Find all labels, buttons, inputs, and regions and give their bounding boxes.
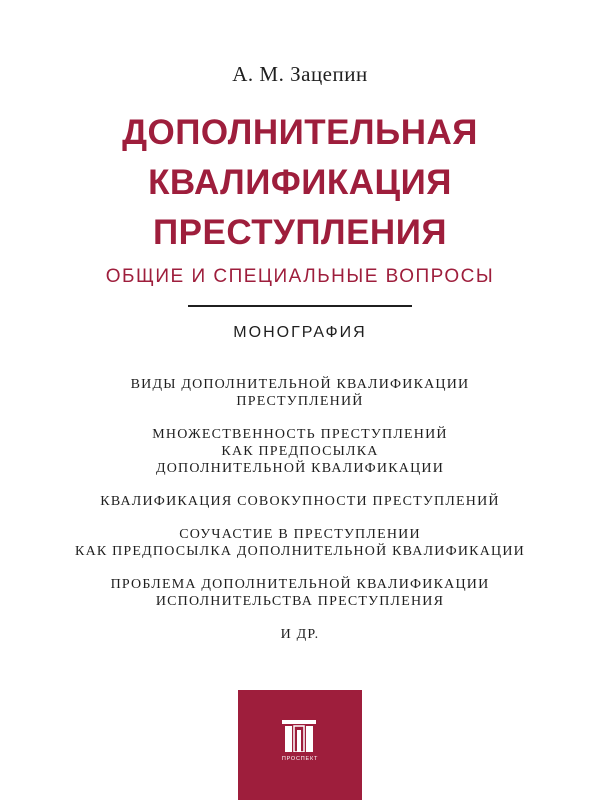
topic-line: КАК ПРЕДПОСЫЛКА <box>221 444 379 459</box>
title-line: ДОПОЛНИТЕЛЬНАЯ <box>122 113 478 152</box>
topic-line: ВИДЫ ДОПОЛНИТЕЛЬНОЙ КВАЛИФИКАЦИИ <box>130 377 470 392</box>
divider <box>188 305 412 307</box>
topic-item <box>0 493 600 510</box>
topic-line: ПРЕСТУПЛЕНИЙ <box>236 394 364 409</box>
topic-item <box>0 376 600 410</box>
topics-list <box>0 376 600 659</box>
topic-line: КАК ПРЕДПОСЫЛКА ДОПОЛНИТЕЛЬНОЙ КВАЛИФИКАЦИИ <box>75 544 525 559</box>
topic-item <box>0 626 600 643</box>
book-title <box>0 108 600 258</box>
topic-item <box>0 576 600 610</box>
topic-item <box>0 426 600 477</box>
topic-line: ИСПОЛНИТЕЛЬСТВА ПРЕСТУПЛЕНИЯ <box>155 594 445 609</box>
prospekt-logo-icon <box>282 720 316 752</box>
book-subtitle: ОБЩИЕ И СПЕЦИАЛЬНЫЕ ВОПРОСЫ <box>105 266 495 287</box>
topic-line: ПРОБЛЕМА ДОПОЛНИТЕЛЬНОЙ КВАЛИФИКАЦИИ <box>110 577 490 592</box>
publisher-logo <box>238 690 362 800</box>
genre-label: МОНОГРАФИЯ <box>233 324 367 341</box>
topic-line: ДОПОЛНИТЕЛЬНОЙ КВАЛИФИКАЦИИ <box>155 461 445 476</box>
title-line: КВАЛИФИКАЦИЯ <box>148 163 452 202</box>
topic-line: КВАЛИФИКАЦИЯ СОВОКУПНОСТИ ПРЕСТУПЛЕНИЙ <box>100 494 500 509</box>
topic-line: И ДР. <box>280 627 320 642</box>
author-name: А. М. Зацепин <box>232 62 368 86</box>
topic-line: МНОЖЕСТВЕННОСТЬ ПРЕСТУПЛЕНИЙ <box>152 427 448 442</box>
publisher-name: ПРОСПЕКТ <box>281 756 319 762</box>
topic-item <box>0 526 600 560</box>
title-line: ПРЕСТУПЛЕНИЯ <box>152 213 448 252</box>
topic-line: СОУЧАСТИЕ В ПРЕСТУПЛЕНИИ <box>179 527 421 542</box>
